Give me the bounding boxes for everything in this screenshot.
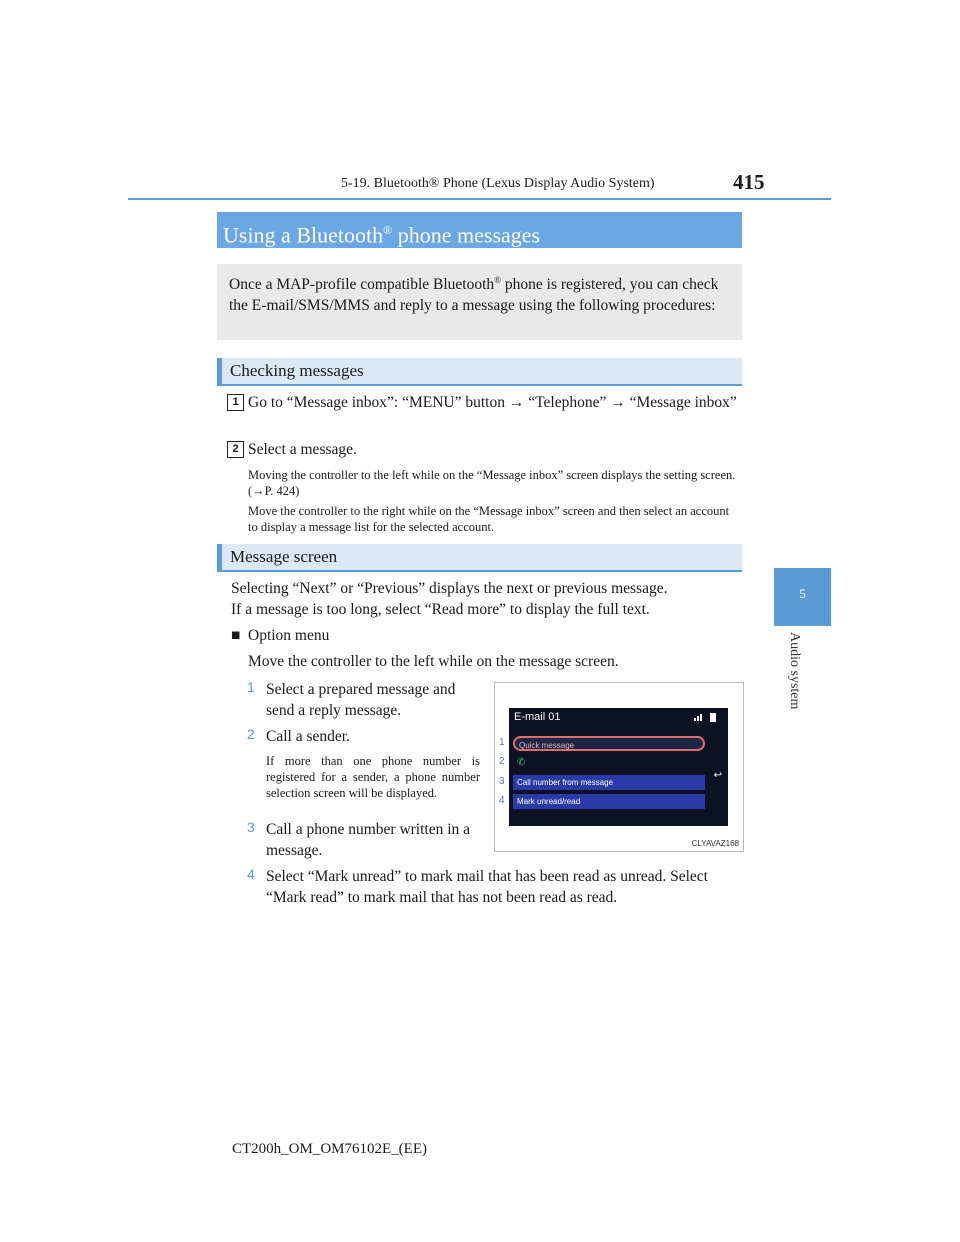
screen-title: E-mail 01 <box>514 711 561 723</box>
signal-icon <box>694 713 706 721</box>
paragraph-read-more: If a message is too long, select “Read more” to display the full text. <box>231 601 650 618</box>
checking-messages-heading: Checking messages <box>217 358 742 386</box>
note-2: Move the controller to the right while on the “Message inbox” screen and then select an account to display a message list for the selected account. <box>248 504 730 534</box>
screen-label-2: 2 <box>499 756 505 767</box>
footer-document-code: CT200h_OM_OM76102E_(EE) <box>232 1141 427 1157</box>
phone-icon: ✆ <box>517 757 526 768</box>
display-screen <box>509 708 728 826</box>
return-arrow-icon: ↩ <box>713 770 722 781</box>
battery-icon <box>710 713 716 722</box>
call-sender-row[interactable] <box>513 755 705 770</box>
intro-box <box>217 264 742 340</box>
note-1: Moving the controller to the left while on the “Message inbox” screen displays the setting screen. (→P. 424) <box>248 468 736 498</box>
item-1-number: 1 <box>247 679 255 695</box>
title-registered-mark: ® <box>383 223 393 237</box>
step-2-number: 2 <box>227 441 244 458</box>
step-2-text: Select a message. <box>248 441 357 458</box>
item-2-text: Call a sender. <box>266 728 350 745</box>
message-screen-heading: Message screen <box>217 544 742 572</box>
screen-illustration <box>494 682 744 852</box>
screen-label-3: 3 <box>499 776 505 787</box>
item-1-text: Select a prepared message and send a reply message. <box>266 681 456 719</box>
step-1-number: 1 <box>227 394 244 411</box>
screen-label-4: 4 <box>499 795 505 806</box>
item-3-text: Call a phone number written in a message. <box>266 821 471 859</box>
call-number-row[interactable]: Call number from message <box>513 775 705 790</box>
page-number: 415 <box>733 170 765 194</box>
header-divider <box>128 198 831 200</box>
intro-text-1: Once a MAP-profile compatible Bluetooth <box>229 276 495 294</box>
screen-label-1: 1 <box>499 737 505 748</box>
chapter-tab: 5 <box>774 568 831 626</box>
option-bullet: ■ <box>231 627 241 644</box>
option-menu-heading: Option menu <box>248 627 330 644</box>
title-text-end: phone messages <box>392 222 541 248</box>
mark-unread-row[interactable]: Mark unread/read <box>513 794 705 809</box>
section-title: 5-19. Bluetooth® Phone (Lexus Display Audio System) <box>341 176 655 191</box>
item-2-number: 2 <box>247 726 255 742</box>
figure-caption: CLYAVAZ168 <box>691 839 739 848</box>
page-title <box>217 212 742 248</box>
paragraph-next-previous: Selecting “Next” or “Previous” displays the next or previous message. <box>231 580 668 597</box>
intro-text-2: phone is registered, you can check the E-mail/SMS/MMS and reply to a message using the following procedures: <box>229 276 719 315</box>
item-4-text: Select “Mark unread” to mark mail that has been read as unread. Select “Mark read” to mark mail that has not been read as read. <box>266 868 708 906</box>
title-text: Using a Bluetooth <box>223 222 384 248</box>
item-4-number: 4 <box>247 866 255 882</box>
chapter-tab-label: Audio system <box>787 632 802 710</box>
intro-registered-mark: ® <box>494 275 502 285</box>
item-3-number: 3 <box>247 819 255 835</box>
step-1-text: Go to “Message inbox”: “MENU” button → “Telephone” → “Message inbox” <box>248 394 737 411</box>
item-2-note: If more than one phone number is registered for a sender, a phone number selection screen will be displayed. <box>266 754 480 800</box>
quick-message-row[interactable]: Quick message <box>513 736 705 751</box>
option-menu-text: Move the controller to the left while on the message screen. <box>248 653 619 670</box>
